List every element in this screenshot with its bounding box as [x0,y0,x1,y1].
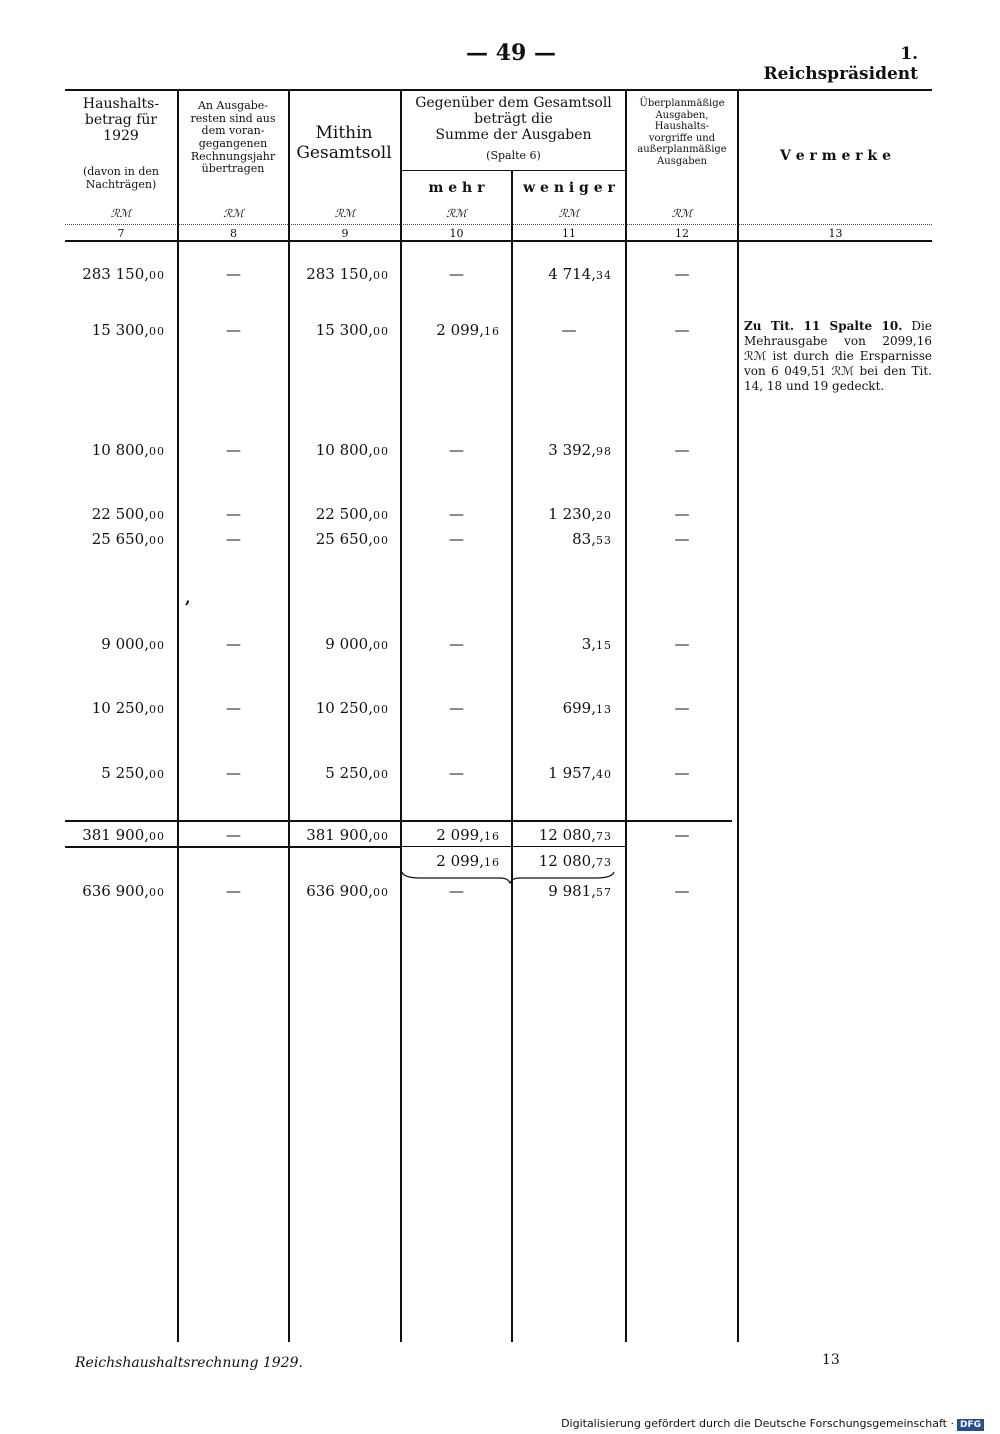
total-row-c9-decimal: 00 [373,830,389,843]
col7-header: Haushalts- betrag für 1929 [82,96,160,145]
col7-unit: ℛℳ [110,207,132,220]
grand-row-c9-decimal: 00 [373,886,389,899]
table-row-8-c11-integer: 1 957, [548,764,596,782]
table-row-2-c10-integer: 2 099, [436,321,484,339]
table-row-5-c7-decimal: 00 [149,534,165,547]
table-row-6-c10-dash: — [449,635,464,653]
subtotal-row-c11-decimal: 73 [596,856,612,869]
subtotal-row-c11-integer: 12 080, [538,852,596,870]
colnum-11: 11 [562,227,576,240]
total-top-rule [65,820,732,822]
subtotal-row-c11 [539,852,612,870]
table-row-4-c11-integer: 1 230, [548,505,596,523]
table-row-7-c11 [563,699,612,717]
subtotal-row-c10-integer: 2 099, [436,852,484,870]
table-row-8-c7-integer: 5 250, [101,764,149,782]
table-row-4-c8-dash: — [226,505,241,523]
table-row-6-c7-decimal: 00 [149,639,165,652]
table-row-6-c11-decimal: 15 [596,639,612,652]
footer-page: 13 [822,1352,840,1368]
col10-11-header: Gegenüber dem Gesamtsoll beträgt die Summe der Ausgaben [415,95,612,144]
colnum-10: 10 [449,227,464,240]
grand-row-c7-decimal: 00 [149,886,165,899]
table-row-4-c10-dash: — [449,505,464,523]
grand-row-c7 [82,882,165,900]
table-row-3-c9 [316,441,389,459]
table-row-1-c9-decimal: 00 [373,269,389,282]
table-row-2-c10 [436,321,500,339]
table-row-5-c8-dash: — [226,530,241,548]
table-row-3-c8-dash: — [226,441,241,459]
dfg-text: Digitalisierung gefördert durch die Deutsche Forschungsgemeinschaft · [561,1417,954,1430]
table-row-5-c11-decimal: 53 [596,534,612,547]
colnum-7: 7 [117,227,125,240]
table-row-3-c7 [92,441,165,459]
colnum-12: 12 [675,227,689,240]
table-row-3-c7-integer: 10 800, [91,441,149,459]
table-row-7-c8-dash: — [226,699,241,717]
table-row-8-c10-dash: — [449,764,464,782]
table-row-3-c11-decimal: 98 [596,445,612,458]
total-row-c9-integer: 381 900, [306,826,373,844]
table-row-7-c9-decimal: 00 [373,703,389,716]
total-row-c7-decimal: 00 [149,830,165,843]
col11-header: w e n i g e r [523,180,615,196]
table-row-4-c12-dash: — [674,505,690,523]
table-row-5-c7 [92,530,165,548]
table-row-6-c11-integer: 3, [581,635,596,653]
table-row-5-c12-dash: — [674,530,690,548]
table-row-2-c9-decimal: 00 [373,325,389,338]
table-row-8-c7-decimal: 00 [149,768,165,781]
colnum-8: 8 [230,227,237,240]
table-row-1-c7 [82,265,165,283]
total-row-c11-decimal: 73 [596,830,612,843]
table-row-1-c7-decimal: 00 [149,269,165,282]
stray-comma: , [185,588,191,607]
table-row-7-c11-decimal: 13 [596,703,612,716]
table-row-1-c8-dash: — [226,265,241,283]
table-row-3-c11 [548,441,612,459]
table-row-7-c7-integer: 10 250, [91,699,149,717]
col9-unit: ℛℳ [334,207,356,220]
col13-header: V e r m e r k e [780,148,891,164]
subtotal-row-c10 [436,852,500,870]
total-row-c7-integer: 381 900, [82,826,149,844]
table-row-6-c8-dash: — [226,635,241,653]
remark-note [744,319,932,394]
table-row-5-c9-integer: 25 650, [315,530,373,548]
table-row-2-c10-decimal: 16 [484,325,500,338]
col10-unit: ℛℳ [446,207,467,220]
table-row-4-c7-integer: 22 500, [91,505,149,523]
table-row-5-c11 [572,530,612,548]
col-sep-12-13 [737,89,739,1342]
table-row-4-c9-decimal: 00 [373,509,389,522]
table-row-8-c9-integer: 5 250, [325,764,373,782]
table-row-6-c7 [101,635,165,653]
table-row-3-c9-integer: 10 800, [315,441,373,459]
table-row-7-c9-integer: 10 250, [315,699,373,717]
col8-header: An Ausgabe- resten sind aus dem voran- gegangenen Rechnungsjahr übertragen [190,99,276,176]
page-number: — 49 — [466,40,556,66]
table-row-2-c12-dash: — [674,321,690,339]
table-row-8-c12-dash: — [674,764,690,782]
table-row-4-c9-integer: 22 500, [315,505,373,523]
table-row-4-c7 [92,505,165,523]
col10-header: m e h r [428,180,485,196]
footer-title: Reichshaushaltsrechnung 1929. [75,1355,303,1371]
table-row-2-c11-dash: — [561,321,577,339]
dfg-credit [561,1417,984,1431]
grand-row-c9-integer: 636 900, [306,882,373,900]
table-row-6-c11 [582,635,612,653]
col8-unit: ℛℳ [223,207,244,220]
total-row-c8-dash: — [226,826,241,844]
table-row-1-c11 [548,265,612,283]
table-row-3-c7-decimal: 00 [149,445,165,458]
table-row-8-c9-decimal: 00 [373,768,389,781]
table-row-5-c10-dash: — [449,530,464,548]
total-row-c10-integer: 2 099, [436,826,484,844]
col9-header: Mithin Gesamtsoll [296,123,392,163]
grand-row-c11-integer: 9 981, [548,882,596,900]
table-row-8-c11 [548,764,612,782]
table-row-7-c7 [92,699,165,717]
table-row-1-c7-integer: 283 150, [82,265,149,283]
total-bottom-rule [65,846,400,848]
table-row-1-c12-dash: — [674,265,690,283]
col-sep-10-11 [511,170,513,1342]
total-row-c9 [306,826,389,844]
table-row-2-c7-integer: 15 300, [91,321,149,339]
table-row-6-c12-dash: — [674,635,690,653]
remark-text: Die Mehrausgabe von 2099,16 ℛℳ ist durch die Ersparnisse von 6 049,51 ℛℳ bei den Tit. 14, 18 und 19 gedeckt. [744,319,932,393]
table-row-3-c10-dash: — [449,441,464,459]
header-bottom-rule [65,240,932,242]
table-row-5-c7-integer: 25 650, [91,530,149,548]
table-row-7-c12-dash: — [674,699,690,717]
table-row-1-c9-integer: 283 150, [306,265,373,283]
total-row-c7 [82,826,165,844]
table-row-2-c9 [316,321,389,339]
total-row-c10-decimal: 16 [484,830,500,843]
brace-icon [400,870,616,884]
col10-11-subheader: (Spalte 6) [486,149,541,162]
table-row-2-c7-decimal: 00 [149,325,165,338]
table-row-8-c7 [101,764,165,782]
col11-unit: ℛℳ [558,207,580,220]
table-row-1-c11-integer: 4 714, [548,265,596,283]
col7-subheader: (davon in den Nachträgen) [82,165,160,191]
table-row-2-c9-integer: 15 300, [315,321,373,339]
table-row-8-c8-dash: — [226,764,241,782]
total-row-c11 [539,826,612,844]
table-row-5-c11-integer: 83, [572,530,596,548]
colnum-13: 13 [828,227,843,240]
table-row-7-c7-decimal: 00 [149,703,165,716]
table-row-6-c9 [325,635,389,653]
col-sep-8-9 [288,89,290,1342]
dfg-logo: DFG [957,1419,984,1431]
table-row-1-c11-decimal: 34 [596,269,612,282]
table-row-7-c10-dash: — [449,699,464,717]
table-row-6-c9-decimal: 00 [373,639,389,652]
col12-header: Überplanmäßige Ausgaben, Haushalts- vorgriffe und außerplanmäßige Ausgaben [637,98,727,167]
col12-unit: ℛℳ [671,207,693,220]
grand-row-c11-decimal: 57 [596,886,612,899]
grand-row-c11 [548,882,612,900]
table-row-4-c7-decimal: 00 [149,509,165,522]
table-row-4-c9 [316,505,389,523]
table-row-3-c11-integer: 3 392, [548,441,596,459]
total-row-c12-dash: — [674,826,690,844]
total-row-c11-integer: 12 080, [538,826,596,844]
table-row-7-c9 [316,699,389,717]
header-split-rule [402,170,625,171]
table-row-1-c9 [306,265,389,283]
table-row-1-c10-dash: — [449,265,464,283]
table-row-5-c9-decimal: 00 [373,534,389,547]
table-row-3-c12-dash: — [674,441,690,459]
unit-row-rule [65,224,932,225]
table-row-8-c9 [325,764,389,782]
table-row-2-c8-dash: — [226,321,241,339]
grand-row-c8-dash: — [226,882,241,900]
remark-lead: Zu Tit. 11 Spalte 10. [744,319,903,333]
total-row-c10 [436,826,500,844]
grand-row-c12-dash: — [674,882,690,900]
table-row-3-c9-decimal: 00 [373,445,389,458]
grand-row-c7-integer: 636 900, [82,882,149,900]
grand-row-c9 [306,882,389,900]
table-row-8-c11-decimal: 40 [596,768,612,781]
table-row-6-c7-integer: 9 000, [101,635,149,653]
table-row-5-c9 [316,530,389,548]
subtotal-row-c10-decimal: 16 [484,856,500,869]
grand-row-c10-dash: — [449,882,464,900]
colnum-9: 9 [341,227,349,240]
table-row-2-c7 [92,321,165,339]
table-row-7-c11-integer: 699, [562,699,596,717]
section-title: 1. Reichspräsident [763,44,918,84]
table-row-4-c11-decimal: 20 [596,509,612,522]
table-top-rule [65,89,932,91]
table-row-4-c11 [548,505,612,523]
subtotal-rule [402,846,625,847]
table-row-6-c9-integer: 9 000, [325,635,373,653]
